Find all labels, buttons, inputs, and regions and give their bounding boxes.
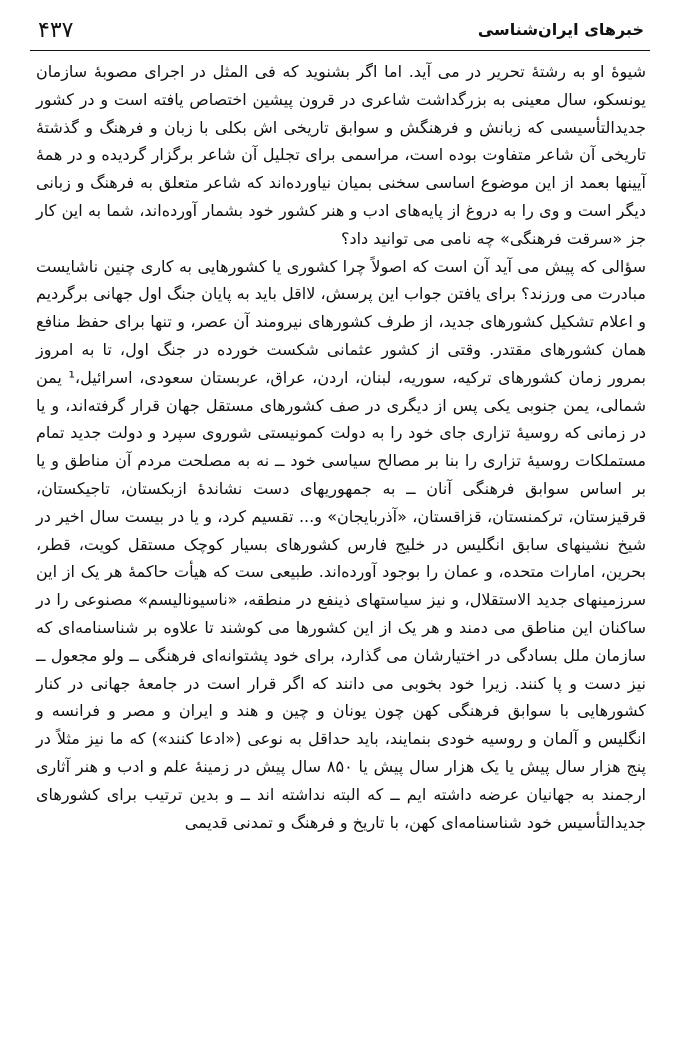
body-text	[36, 58, 646, 1038]
page-number: ۴۳۷	[38, 18, 74, 43]
page-header	[30, 10, 650, 51]
paragraph-2: سؤالی که پیش می آید آن است که اصولاً چرا کشوری یا کشورهایی به کاری چنین ناشایست مبادرت می ورزند؟ برای یافتن جواب این پرسش، لااقل باید به پایان جنگ اول جهانی برگردیم و اعلام تشکیل کشورهای جدید، از طرف کشورهای نیرومند آن عصر، و تنها برای حفظ منافع همان کشورهای مقتدر. وقتی از کشور عثمانی شکست خورده در جنگ اول، تا به امروز بمرور زمان کشورهای ترکیه، سوریه، لبنان، اردن، عراق، عربستان سعودی، اسرائیل،¹ یمن شمالی، یمن جنوبی یکی پس از دیگری در صف کشورهای مستقل جهان قرار گرفته‌اند، و یا در زمانی که روسیهٔ تزاری جای خود را به دولت کمونیستی شوروی سپرد و دولت جدید تمام مستملکات روسیهٔ تزاری را بنا بر مصالح سیاسی خود ــ نه به مصلحت مردم آن مناطق و یا بر اساس سوابق فرهنگی آنان ــ به جمهوریهای دست نشاندهٔ ازبکستان، تاجیکستان، قرقیزستان، ترکمنستان، قزاقستان، «آذربایجان» و... تقسیم کرد، و یا در بیست سال اخیر در شیخ نشینهای سابق انگلیس در خلیج فارس کشورهای بسیار کوچک مستقل کویت، قطر، بحرین، امارات متحده، و عمان را بوجود آورده‌اند. طبیعی ست که هیأت حاکمهٔ هر یک از این سرزمینهای جدید الاستقلال، و نیز سیاستهای ذینفع در منطقه، «ناسیونالیسم» مصنوعی را در ساکنان این مناطق می دمند و هر یک از این کشورها می کوشند تا علاوه بر شناسنامه‌ای که سازمان ملل بسادگی در اختیارشان می گذارد، برای خود پشتوانه‌ای فرهنگی ــ ولو مجعول ــ نیز دست و پا کنند. زیرا خود بخوبی می دانند که اگر قرار است در جامعهٔ جهانی در کنار کشورهایی با سوابق فرهنگی کهن چون یونان و چین و هند و ایران و مصر و فرانسه و انگلیس و آلمان و روسیه خودی بنمایند، باید حداقل به نوعی («ادعا کنند») که ما نیز مثلاً در پنج هزار سال پیش یا یک هزار سال پیش یا ۸۵۰ سال پیش در زمینهٔ علم و ادب و هنر آثاری ارجمند به جهانیان عرضه داشته ایم ــ که البته نداشته اند ــ و بدین ترتیب برای کشورهای جدیدالتأسیس خود شناسنامه‌ای کهن، با تاریخ و فرهنگ و تمدنی قدیمی	[36, 256, 647, 832]
running-title: خبرهای ایران‌شناسی	[477, 20, 644, 39]
paragraph-1: شیوهٔ او به رشتهٔ تحریر در می آید. اما اگر بشنوید که فی المثل در اجرای مصوبهٔ سازمان یونسکو، سال معینی به بزرگداشت شاعری در قرون پیشین اختصاص یافته است و در کشور جدیدالتأسیسی که زبانش و فرهنگش و سوابق تاریخی اش بکلی با زبان و فرهنگ و گذشتهٔ تاریخی آن شاعر متفاوت بوده است، مراسمی برای تجلیل آن شاعر برگزار گردیده و در همهٔ آیینها بعمد از این موضوع اساسی سخنی بمیان نیاورده‌اند که شاعر متعلق به فرهنگ و زبانی دیگر است و وی را به دروغ از پایه‌های ادب و هنر کشور خود بشمار آورده‌اند، شما به این کار جز «سرقت فرهنگی» چه نامی می توانید داد؟	[36, 62, 646, 248]
